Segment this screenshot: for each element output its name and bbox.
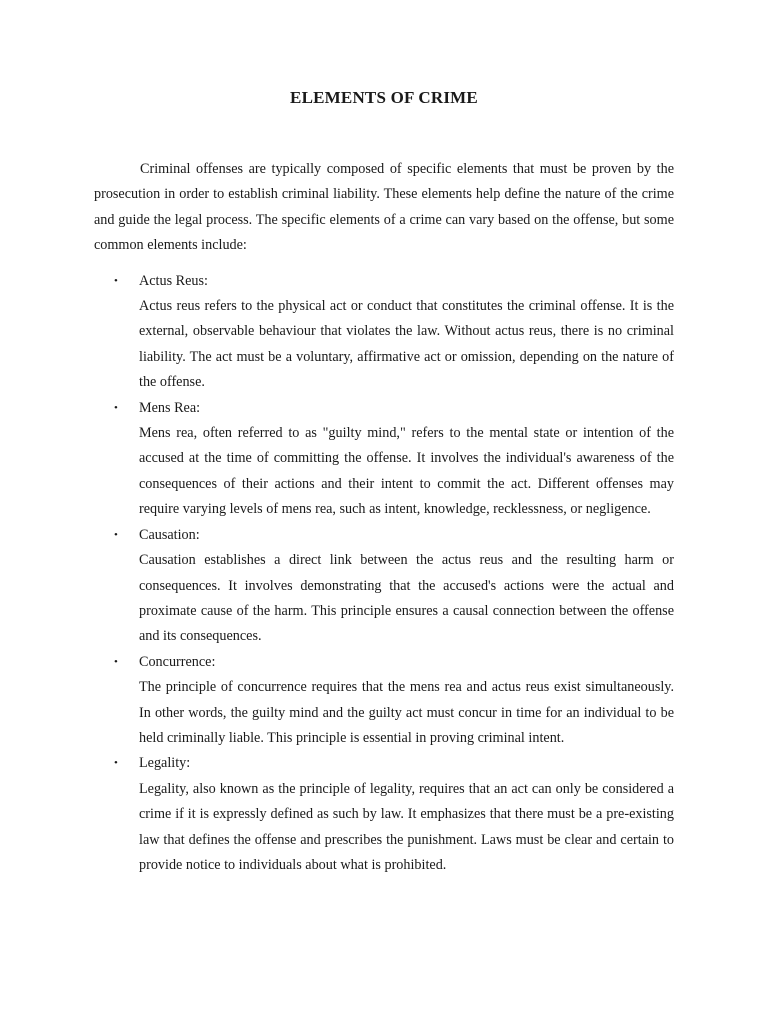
bullet-icon: • [114, 401, 118, 414]
bullet-icon: • [114, 757, 118, 770]
bullet-icon: • [114, 274, 118, 287]
element-heading: Legality: [139, 755, 191, 772]
list-item-causation [94, 523, 674, 650]
element-description: Actus reus refers to the physical act or conduct that constitutes the criminal offense. It is the external, observable behaviour that violates the law. Without actus reus, there is no criminal liability. The act must be a voluntary, affirmative act or omission, depending on the nature of the offense. [139, 298, 674, 391]
element-description: Legality, also known as the principle of legality, requires that an act can only be considered a crime if it is expressly defined as such by law. It emphasizes that there must be a pre-existing law that defines the offense and prescribes the punishment. Laws must be clear and certain to provide notice to individuals about what is prohibited. [139, 780, 674, 873]
element-heading: Concurrence: [139, 653, 216, 670]
element-heading: Actus Reus: [139, 272, 208, 289]
list-item-actus-reus [94, 269, 674, 396]
page-title: ELEMENTS OF CRIME [290, 88, 478, 107]
element-description: The principle of concurrence requires that the mens rea and actus reus exist simultaneously. In other words, the guilty mind and the guilty act must concur in time for an individual to be held criminally liable. This principle is essential in proving criminal intent. [139, 679, 674, 746]
list-item-mens-rea [94, 396, 674, 523]
elements-list [94, 269, 674, 879]
list-item-concurrence [94, 650, 674, 752]
element-description: Causation establishes a direct link between the actus reus and the resulting harm or consequences. It involves demonstrating that the accused's actions were the actual and proximate cause of the harm. This principle ensures a causal connection between the offense and its consequences. [139, 552, 674, 645]
element-heading: Causation: [139, 526, 200, 543]
bullet-icon: • [114, 528, 118, 541]
bullet-icon: • [114, 655, 118, 668]
element-description: Mens rea, often referred to as "guilty mind," refers to the mental state or intention of the accused at the time of committing the offense. It involves the individual's awareness of the consequences of their actions and their intent to commit the act. Different offenses may require varying levels of mens rea, such as intent, knowledge, recklessness, or negligence. [139, 425, 674, 518]
list-item-legality [94, 751, 674, 878]
intro-paragraph: Criminal offenses are typically composed of specific elements that must be proven by the prosecution in order to establish criminal liability. These elements help define the nature of the crime and guide the legal process. The specific elements of a crime can vary based on the offense, but some common elements include: [94, 161, 674, 254]
element-heading: Mens Rea: [139, 399, 201, 416]
